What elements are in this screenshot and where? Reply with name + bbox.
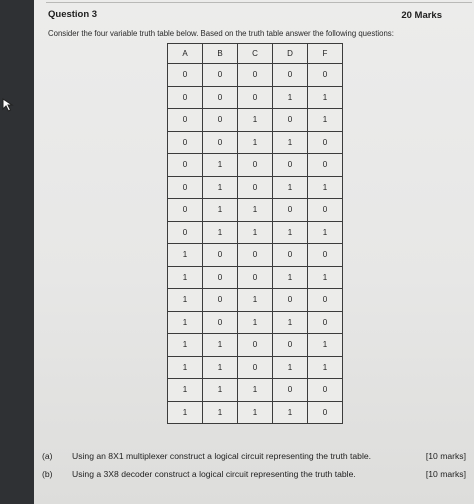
part-marks: [10 marks] — [425, 451, 466, 461]
table-row — [168, 176, 343, 199]
table-cell-c: 0 — [238, 356, 273, 379]
table-cell-f: 0 — [308, 244, 343, 267]
table-cell-f: 1 — [308, 176, 343, 199]
part-marks: [10 marks] — [425, 469, 466, 479]
table-cell-d: 0 — [273, 244, 308, 267]
table-cell-c: 0 — [238, 176, 273, 199]
table-cell-a: 1 — [168, 244, 203, 267]
part-text: Using a 3X8 decoder construct a logical circuit representing the truth table. — [72, 469, 356, 479]
table-cell-c: 0 — [238, 244, 273, 267]
question-part-a — [42, 451, 466, 469]
header-divider — [46, 2, 472, 3]
table-cell-d: 0 — [273, 289, 308, 312]
table-cell-c: 1 — [238, 109, 273, 132]
table-cell-b: 0 — [203, 311, 238, 334]
table-cell-a: 1 — [168, 289, 203, 312]
table-cell-a: 1 — [168, 356, 203, 379]
table-cell-c: 1 — [238, 311, 273, 334]
truth-table-header-row — [168, 44, 343, 64]
question-parts — [42, 451, 466, 487]
table-cell-c: 1 — [238, 289, 273, 312]
table-cell-b: 1 — [203, 401, 238, 424]
table-row — [168, 311, 343, 334]
question-instruction: Consider the four variable truth table below. Based on the truth table answer the following questions: — [48, 29, 394, 38]
table-cell-b: 0 — [203, 266, 238, 289]
table-cell-f: 1 — [308, 86, 343, 109]
table-row — [168, 154, 343, 177]
table-row — [168, 244, 343, 267]
column-header-f: F — [308, 44, 343, 64]
table-cell-a: 1 — [168, 311, 203, 334]
question-paper — [34, 0, 474, 504]
table-cell-f: 0 — [308, 64, 343, 87]
table-cell-a: 1 — [168, 266, 203, 289]
table-cell-f: 1 — [308, 266, 343, 289]
table-cell-b: 0 — [203, 244, 238, 267]
table-cell-d: 1 — [273, 356, 308, 379]
table-cell-d: 0 — [273, 154, 308, 177]
table-row — [168, 109, 343, 132]
table-row — [168, 289, 343, 312]
table-cell-d: 0 — [273, 379, 308, 402]
table-row — [168, 131, 343, 154]
table-cell-d: 1 — [273, 221, 308, 244]
table-cell-f: 0 — [308, 289, 343, 312]
table-cell-c: 1 — [238, 401, 273, 424]
table-cell-a: 1 — [168, 334, 203, 357]
table-cell-b: 1 — [203, 154, 238, 177]
table-row — [168, 379, 343, 402]
table-cell-f: 1 — [308, 109, 343, 132]
table-cell-f: 0 — [308, 311, 343, 334]
table-cell-c: 0 — [238, 266, 273, 289]
table-cell-a: 0 — [168, 86, 203, 109]
table-cell-d: 1 — [273, 86, 308, 109]
table-cell-c: 0 — [238, 154, 273, 177]
table-cell-d: 1 — [273, 401, 308, 424]
question-part-b — [42, 469, 466, 487]
table-row — [168, 356, 343, 379]
table-cell-b: 1 — [203, 199, 238, 222]
mouse-pointer-icon — [2, 98, 16, 117]
table-cell-f: 0 — [308, 199, 343, 222]
part-label: (a) — [42, 451, 53, 461]
table-cell-b: 1 — [203, 379, 238, 402]
table-cell-b: 0 — [203, 64, 238, 87]
table-cell-c: 0 — [238, 64, 273, 87]
part-label: (b) — [42, 469, 53, 479]
table-cell-f: 1 — [308, 334, 343, 357]
table-row — [168, 86, 343, 109]
table-cell-b: 1 — [203, 221, 238, 244]
table-cell-a: 0 — [168, 131, 203, 154]
table-cell-c: 1 — [238, 221, 273, 244]
table-cell-f: 0 — [308, 131, 343, 154]
table-cell-c: 0 — [238, 86, 273, 109]
table-cell-b: 0 — [203, 86, 238, 109]
table-cell-c: 1 — [238, 199, 273, 222]
table-cell-a: 0 — [168, 64, 203, 87]
table-row — [168, 401, 343, 424]
table-cell-a: 0 — [168, 109, 203, 132]
table-cell-c: 1 — [238, 379, 273, 402]
table-cell-d: 1 — [273, 176, 308, 199]
table-row — [168, 64, 343, 87]
table-cell-d: 0 — [273, 199, 308, 222]
truth-table — [167, 43, 343, 424]
table-cell-a: 1 — [168, 379, 203, 402]
table-cell-f: 0 — [308, 154, 343, 177]
part-text: Using an 8X1 multiplexer construct a logical circuit representing the truth table. — [72, 451, 372, 461]
column-header-c: C — [238, 44, 273, 64]
table-cell-b: 1 — [203, 176, 238, 199]
table-cell-c: 1 — [238, 131, 273, 154]
column-header-b: B — [203, 44, 238, 64]
table-cell-d: 0 — [273, 64, 308, 87]
table-cell-d: 0 — [273, 334, 308, 357]
table-row — [168, 266, 343, 289]
question-title: Question 3 — [48, 9, 98, 20]
table-cell-d: 1 — [273, 131, 308, 154]
table-cell-d: 0 — [273, 109, 308, 132]
table-cell-f: 1 — [308, 221, 343, 244]
table-row — [168, 334, 343, 357]
table-cell-a: 0 — [168, 176, 203, 199]
table-cell-a: 1 — [168, 401, 203, 424]
table-cell-a: 0 — [168, 154, 203, 177]
column-header-d: D — [273, 44, 308, 64]
table-cell-d: 1 — [273, 311, 308, 334]
column-header-a: A — [168, 44, 203, 64]
table-cell-b: 1 — [203, 334, 238, 357]
table-cell-c: 0 — [238, 334, 273, 357]
table-cell-f: 0 — [308, 401, 343, 424]
table-cell-f: 0 — [308, 379, 343, 402]
table-cell-a: 0 — [168, 221, 203, 244]
table-cell-b: 1 — [203, 356, 238, 379]
table-row — [168, 199, 343, 222]
table-cell-b: 0 — [203, 109, 238, 132]
question-marks: 20 Marks — [401, 10, 442, 21]
table-row — [168, 221, 343, 244]
table-cell-b: 0 — [203, 289, 238, 312]
table-cell-a: 0 — [168, 199, 203, 222]
table-cell-f: 1 — [308, 356, 343, 379]
table-cell-d: 1 — [273, 266, 308, 289]
table-cell-b: 0 — [203, 131, 238, 154]
